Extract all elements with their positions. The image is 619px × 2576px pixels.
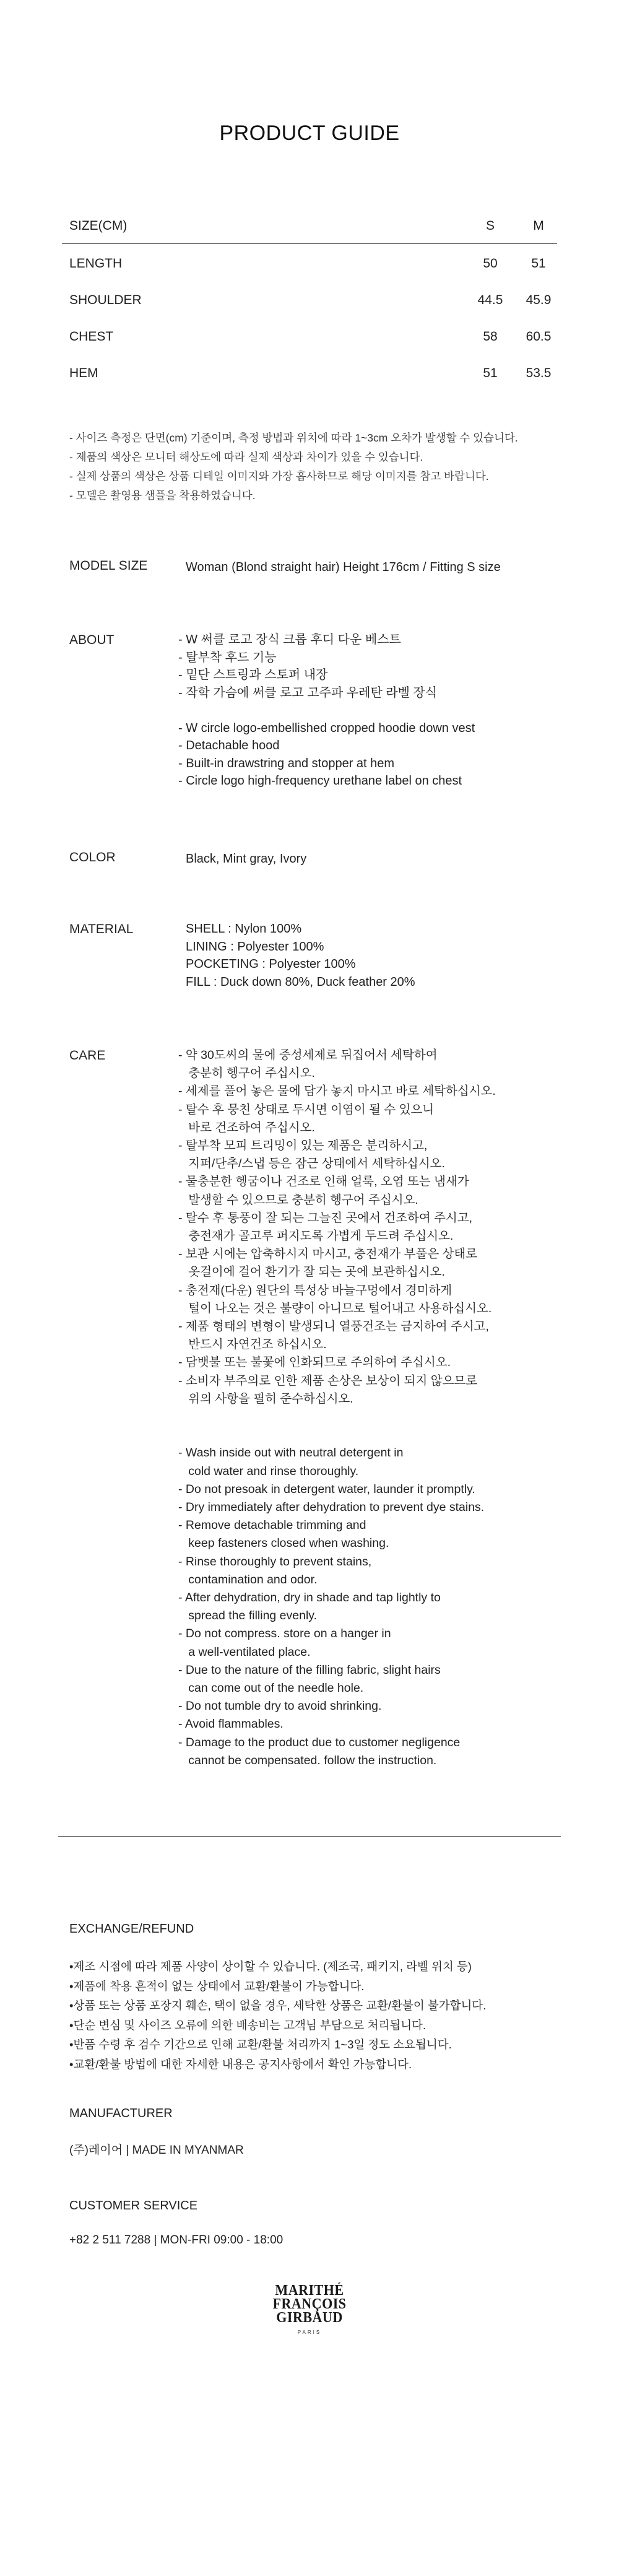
- about-line: - Detachable hood: [178, 739, 280, 752]
- care-line: - 세제를 풀어 놓은 물에 담가 놓지 마시고 바로 세탁하십시오.: [178, 1084, 496, 1099]
- care-line: can come out of the needle hole.: [178, 1681, 364, 1695]
- care-line: cold water and rinse thoroughly.: [178, 1464, 359, 1478]
- care-line: [178, 1426, 496, 1444]
- manufacturer-text: (주)레이어 | MADE IN MYANMAR: [69, 2144, 244, 2157]
- about-line: - 작학 가슴에 써클 로고 고주파 우레탄 라벨 장식: [178, 685, 438, 700]
- care-line: - After dehydration, dry in shade and tap lightly to: [178, 1591, 441, 1605]
- care-line: a well-ventilated place.: [178, 1645, 311, 1659]
- care-line: 발생할 수 있으므로 충분히 헹구어 주십시오.: [178, 1193, 418, 1207]
- note-line: - 실제 상품의 색상은 상품 디테일 이미지와 가장 흡사하므로 해당 이미지를 참고 바랍니다.: [69, 470, 489, 482]
- section-divider: [58, 1836, 561, 1837]
- care-line: 충전재가 골고루 퍼지도록 가볍게 두드려 주십시오.: [178, 1229, 454, 1243]
- care-line: 바로 건조하여 주십시오.: [178, 1120, 315, 1134]
- color-text: Black, Mint gray, Ivory: [186, 852, 307, 866]
- exchange-refund-lines: [69, 1957, 486, 2074]
- about-line: - W 써클 로고 장식 크롭 후디 다운 베스트: [178, 633, 401, 646]
- size-header-s: S: [485, 219, 495, 233]
- color-label: COLOR: [69, 850, 116, 864]
- size-value-s: 51: [483, 366, 498, 380]
- size-row-label: SHOULDER: [69, 293, 142, 307]
- exchange-line: •상품 또는 상품 포장지 훼손, 택이 없을 경우, 세탁한 상품은 교환/환불이 불가합니다.: [69, 1999, 487, 2012]
- size-value-m: 45.9: [526, 293, 552, 307]
- page-title: PRODUCT GUIDE: [219, 121, 400, 145]
- material-line: SHELL : Nylon 100%: [186, 922, 302, 936]
- exchange-line: •교환/환불 방법에 대한 자세한 내용은 공지사항에서 확인 가능합니다.: [69, 2057, 412, 2071]
- logo-line: GIRBAUD: [276, 2310, 343, 2326]
- size-row-chest: [69, 329, 558, 348]
- about-line: - Built-in drawstring and stopper at hem: [178, 756, 395, 770]
- about-lines: [178, 631, 475, 790]
- care-line: - Damage to the product due to customer negligence: [178, 1735, 461, 1749]
- care-line: - Rinse thoroughly to prevent stains,: [178, 1554, 372, 1569]
- note-line: - 제품의 색상은 모니터 해상도에 따라 실제 색상과 차이가 있을 수 있습니다.: [69, 451, 423, 463]
- care-line: 충분히 헹구어 주십시오.: [178, 1066, 315, 1081]
- care-line: - Remove detachable trimming and: [178, 1518, 366, 1533]
- exchange-line: •반품 수령 후 검수 기간으로 인해 교환/환불 처리까지 1~3일 정도 소요됩니다.: [69, 2038, 452, 2051]
- care-line: - Avoid flammables.: [178, 1717, 284, 1731]
- care-line: - Dry immediately after dehydration to prevent dye stains.: [178, 1500, 485, 1515]
- care-line: - Do not compress. store on a hanger in: [178, 1627, 391, 1641]
- care-line: - 담뱃불 또는 불꽃에 인화되므로 주의하여 주십시오.: [178, 1355, 451, 1370]
- size-value-s: 58: [483, 329, 498, 344]
- material-line: LINING : Polyester 100%: [186, 939, 324, 954]
- size-value-m: 60.5: [526, 329, 552, 344]
- material-line: FILL : Duck down 80%, Duck feather 20%: [186, 975, 415, 989]
- material-lines: [186, 920, 415, 991]
- care-lines: [178, 1046, 496, 1770]
- logo-line: MARITHÉ: [275, 2282, 344, 2299]
- size-row-shoulder: [69, 293, 558, 311]
- about-line: - W circle logo-embellished cropped hoodie down vest: [178, 721, 475, 735]
- logo-line: FRANÇOIS: [272, 2296, 347, 2312]
- size-value-s: 44.5: [477, 293, 503, 307]
- size-table-header: [69, 219, 558, 237]
- care-line: spread the filling evenly.: [178, 1609, 318, 1623]
- exchange-line: •제품에 착용 흔적이 없는 상태에서 교환/환불이 가능합니다.: [69, 1979, 365, 1993]
- about-line: - 탈부착 후드 기능: [178, 650, 277, 664]
- care-line: cannot be compensated. follow the instruction.: [178, 1753, 437, 1767]
- care-line: 반드시 자연건조 하십시오.: [178, 1338, 327, 1352]
- size-value-m: 53.5: [526, 366, 552, 380]
- customer-service-label: CUSTOMER SERVICE: [69, 2199, 198, 2213]
- brand-logo: [260, 2284, 359, 2348]
- care-line: - 약 30도씨의 물에 중성세제로 뒤집어서 세탁하여: [178, 1048, 438, 1062]
- note-line: - 사이즈 측정은 단면(cm) 기준이며, 측정 방법과 위치에 따라 1~3cm 오차가 발생할 수 있습니다.: [69, 432, 518, 444]
- size-row-hem: [69, 366, 558, 385]
- customer-service-text: +82 2 511 7288 | MON-FRI 09:00 - 18:00: [69, 2234, 284, 2247]
- size-value-s: 50: [483, 256, 498, 271]
- size-value-m: 51: [531, 256, 546, 271]
- material-line: POCKETING : Polyester 100%: [186, 957, 356, 971]
- model-size-label: MODEL SIZE: [69, 559, 148, 573]
- size-header-label: SIZE(CM): [69, 219, 128, 233]
- care-line: - 제품 형태의 변형이 발생되니 열풍건조는 금지하여 주시고,: [178, 1320, 489, 1334]
- material-label: MATERIAL: [69, 922, 134, 936]
- size-row-label: LENGTH: [69, 256, 123, 271]
- exchange-line: •단순 변심 및 사이즈 오류에 의한 배송비는 고객님 부담으로 처리됩니다.: [69, 2018, 426, 2032]
- size-row-label: HEM: [69, 366, 98, 380]
- care-line: - 충전재(다운) 원단의 특성상 바늘구멍에서 경미하게: [178, 1283, 452, 1297]
- model-size-text: Woman (Blond straight hair) Height 176cm / Fitting S size: [186, 560, 501, 574]
- about-label: ABOUT: [69, 633, 115, 647]
- care-line: - Do not presoak in detergent water, launder it promptly.: [178, 1482, 475, 1496]
- logo-line: PARIS: [297, 2330, 322, 2335]
- about-line: - 밑단 스트링과 스토퍼 내장: [178, 668, 328, 682]
- care-line: 옷걸이에 걸어 환기가 잘 되는 곳에 보관하십시오.: [178, 1265, 445, 1279]
- care-line: [178, 1408, 496, 1426]
- care-line: - Wash inside out with neutral detergent in: [178, 1446, 404, 1460]
- care-line: - 탈수 후 뭉친 상태로 두시면 이염이 될 수 있으니: [178, 1102, 435, 1116]
- care-line: - 물충분한 헹굼이나 건조로 인해 얼룩, 오염 또는 냄새가: [178, 1175, 469, 1189]
- size-header-m: M: [533, 219, 544, 233]
- care-line: - Due to the nature of the filling fabric, slight hairs: [178, 1663, 441, 1677]
- size-row-label: CHEST: [69, 329, 114, 344]
- size-row-length: [69, 256, 558, 275]
- care-line: 털이 나오는 것은 불량이 아니므로 털어내고 사용하십시오.: [178, 1301, 492, 1315]
- care-line: 위의 사항을 필히 준수하십시오.: [178, 1391, 353, 1406]
- manufacturer-label: MANUFACTURER: [69, 2107, 173, 2120]
- size-notes: [69, 429, 518, 505]
- care-line: - 탈부착 모피 트리밍이 있는 제품은 분리하시고,: [178, 1139, 428, 1153]
- exchange-line: •제조 시점에 따라 제품 사양이 상이할 수 있습니다. (제조국, 패키지, 라벨 위치 등): [69, 1960, 472, 1973]
- care-line: 지퍼/단추/스냅 등은 잠근 상태에서 세탁하십시오.: [178, 1157, 445, 1171]
- care-line: - 보관 시에는 압축하시지 마시고, 충전재가 부풀은 상태로: [178, 1247, 478, 1261]
- exchange-refund-label: EXCHANGE/REFUND: [69, 1922, 194, 1936]
- care-line: keep fasteners closed when washing.: [178, 1536, 389, 1551]
- care-line: - 소비자 부주의로 인한 제품 손상은 보상이 되지 않으므로: [178, 1373, 478, 1388]
- care-line: - 탈수 후 통풍이 잘 되는 그늘진 곳에서 건조하여 주시고,: [178, 1211, 473, 1225]
- about-line: - Circle logo high-frequency urethane label on chest: [178, 774, 462, 788]
- care-line: - Do not tumble dry to avoid shrinking.: [178, 1699, 382, 1713]
- size-table-divider: [62, 243, 557, 244]
- care-label: CARE: [69, 1048, 106, 1063]
- care-line: contamination and odor.: [178, 1572, 318, 1586]
- note-line: - 모델은 촬영용 샘플을 착용하였습니다.: [69, 489, 256, 502]
- about-line: [178, 702, 475, 720]
